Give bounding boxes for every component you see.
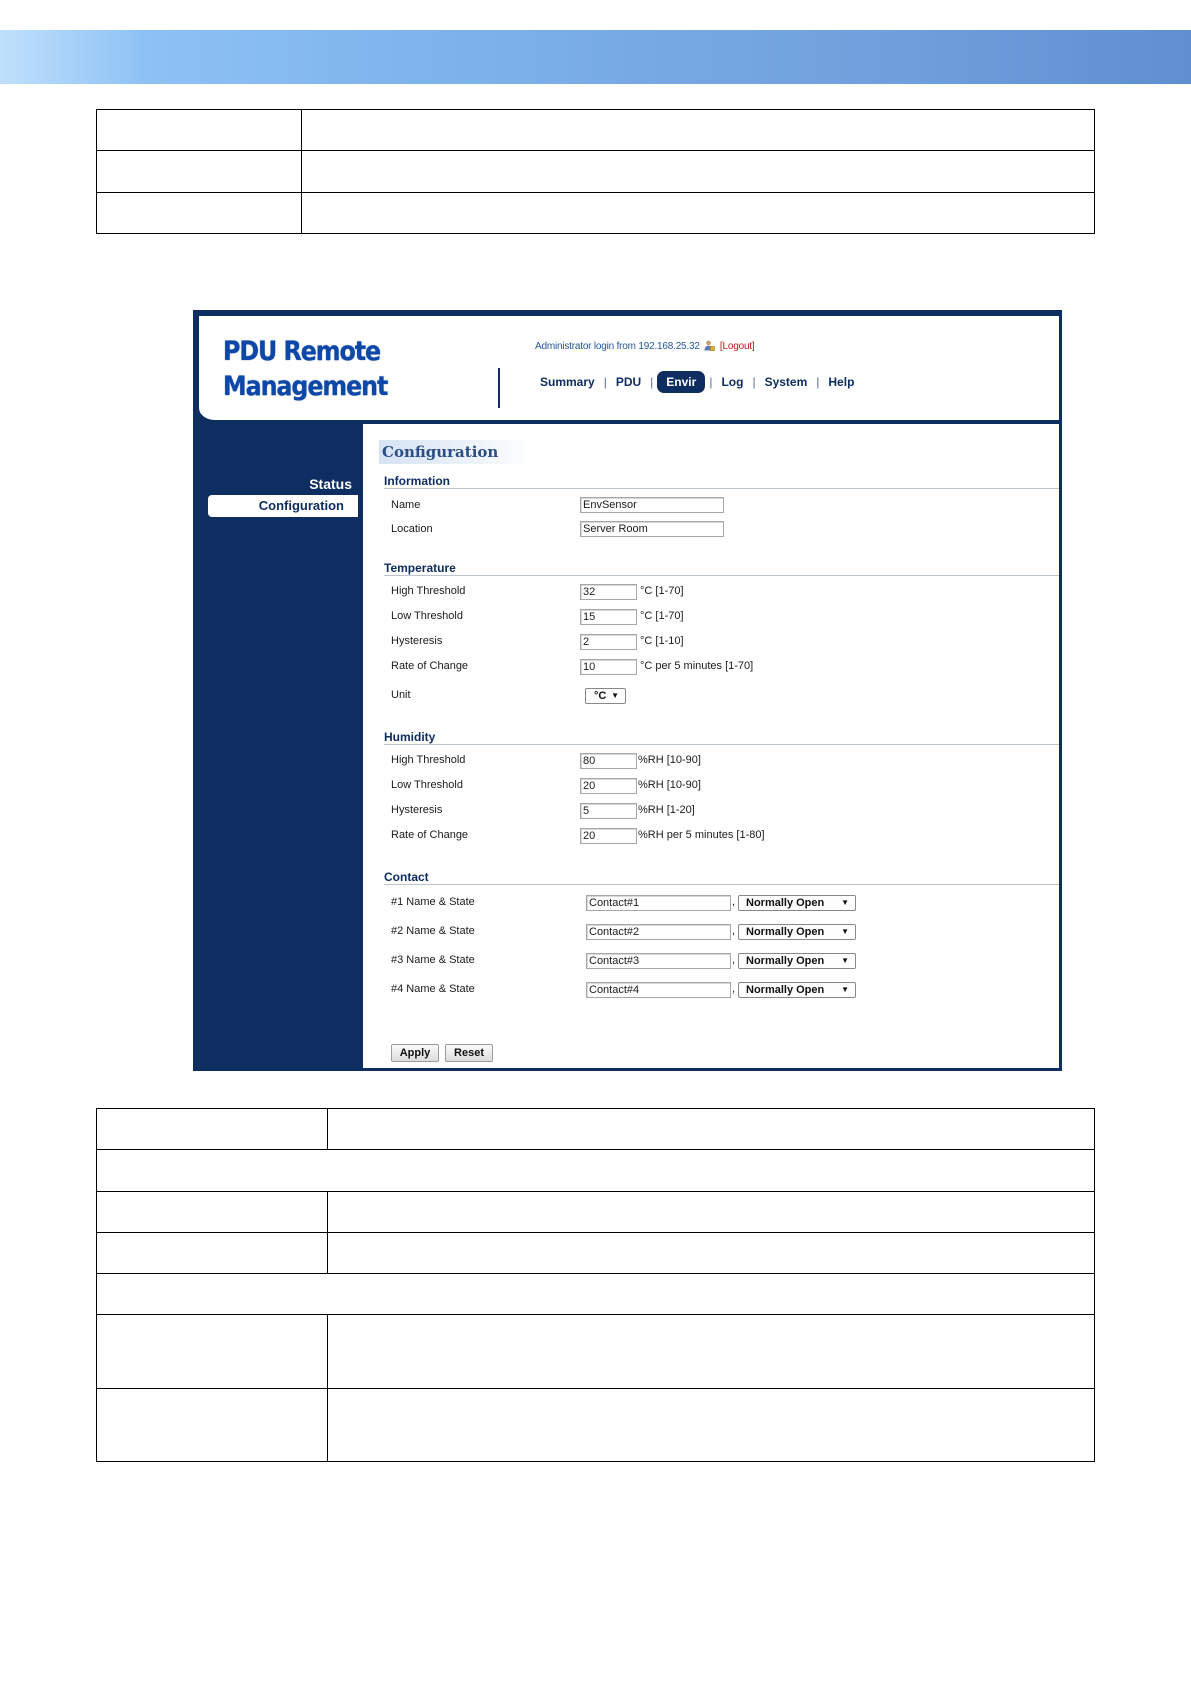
table-row [97, 1389, 1095, 1462]
contact-separator: , [732, 925, 736, 937]
section-divider [384, 884, 1059, 885]
name-input[interactable]: EnvSensor [580, 497, 724, 513]
login-info [535, 340, 754, 352]
nav-separator: | [709, 375, 713, 389]
temp-high-threshold-unit: °C [1-70] [640, 585, 684, 597]
table-cell [97, 151, 302, 193]
page-title: Configuration [379, 440, 532, 464]
contact-3-name-input[interactable]: Contact#3 [586, 953, 731, 969]
temp-low-threshold-unit: °C [1-70] [640, 610, 684, 622]
contact-2-state-value: Normally Open [746, 926, 825, 938]
table-cell [97, 1389, 328, 1462]
hum-rate-input[interactable]: 20 [580, 828, 637, 844]
table-row [97, 1192, 1095, 1233]
contact-2-name-input[interactable]: Contact#2 [586, 924, 731, 940]
section-temperature-heading: Temperature [384, 561, 456, 575]
nav-separator: | [603, 375, 607, 389]
contact-1-name-input[interactable]: Contact#1 [586, 895, 731, 911]
table-row [97, 193, 1095, 234]
table-row [97, 1109, 1095, 1150]
table-row [97, 1274, 1095, 1315]
sidebar-item-status[interactable]: Status [309, 476, 352, 492]
temp-hysteresis-input[interactable]: 2 [580, 634, 637, 650]
table-row [97, 151, 1095, 193]
nav-separator: | [816, 375, 820, 389]
contact-4-state-value: Normally Open [746, 984, 825, 996]
table-row [97, 1233, 1095, 1274]
contact-2-label: #2 Name & State [391, 925, 475, 937]
sidebar-item-configuration[interactable]: Configuration [208, 495, 358, 517]
contact-4-name-input[interactable]: Contact#4 [586, 982, 731, 998]
table-cell [97, 1109, 328, 1150]
hum-low-threshold-label: Low Threshold [391, 779, 463, 791]
table-cell [328, 1109, 1095, 1150]
hum-high-threshold-label: High Threshold [391, 754, 466, 766]
caret-down-icon: ▼ [841, 985, 849, 994]
hum-low-threshold-unit: %RH [10-90] [638, 779, 701, 791]
temp-high-threshold-input[interactable]: 32 [580, 584, 637, 600]
temp-hysteresis-unit: °C [1-10] [640, 635, 684, 647]
logo-line-1: PDU Remote [223, 336, 381, 367]
nav-envir[interactable]: Envir [657, 371, 705, 393]
table-cell [302, 193, 1095, 234]
app-header [199, 316, 1059, 424]
contact-4-state-select[interactable] [738, 982, 856, 998]
hum-hysteresis-input[interactable]: 5 [580, 803, 637, 819]
table-cell [302, 110, 1095, 151]
logout-link[interactable]: [Logout] [719, 341, 755, 352]
table-cell [328, 1315, 1095, 1389]
login-text: Administrator login from 192.168.25.32 [535, 341, 700, 352]
temp-hysteresis-label: Hysteresis [391, 635, 443, 647]
nav-help[interactable]: Help [828, 375, 855, 389]
logo-line-2: Management [223, 371, 388, 402]
table-cell [97, 193, 302, 234]
table-cell [97, 1315, 328, 1389]
hum-high-threshold-input[interactable]: 80 [580, 753, 637, 769]
header-divider [498, 368, 500, 408]
temp-rate-input[interactable]: 10 [580, 659, 637, 675]
nav-pdu[interactable]: PDU [615, 375, 642, 389]
contact-separator: , [732, 896, 736, 908]
table-cell [328, 1389, 1095, 1462]
table-cell [97, 110, 302, 151]
hum-rate-unit: %RH per 5 minutes [1-80] [638, 829, 765, 841]
contact-1-state-select[interactable] [738, 895, 856, 911]
contact-4-label: #4 Name & State [391, 983, 475, 995]
contact-separator: , [732, 954, 736, 966]
caret-down-icon: ▼ [841, 898, 849, 907]
hum-hysteresis-label: Hysteresis [391, 804, 443, 816]
section-divider [384, 744, 1059, 745]
nav-log[interactable]: Log [721, 375, 744, 389]
location-input[interactable]: Server Room [580, 521, 724, 537]
main-nav [535, 369, 859, 395]
reset-button[interactable]: Reset [445, 1044, 493, 1062]
contact-3-state-value: Normally Open [746, 955, 825, 967]
hum-hysteresis-unit: %RH [1-20] [638, 804, 695, 816]
contact-2-state-select[interactable] [738, 924, 856, 940]
temp-low-threshold-label: Low Threshold [391, 610, 463, 622]
section-divider [384, 488, 1059, 489]
nav-summary[interactable]: Summary [540, 375, 595, 389]
pdu-web-screenshot [193, 310, 1062, 1071]
temp-unit-select[interactable] [585, 688, 626, 704]
nav-separator: | [650, 375, 654, 389]
section-divider [384, 575, 1059, 576]
table-cell [97, 1274, 1095, 1315]
table-row [97, 110, 1095, 151]
table-cell [97, 1192, 328, 1233]
section-information-heading: Information [384, 474, 450, 488]
temp-rate-label: Rate of Change [391, 660, 469, 672]
config-panel [363, 424, 1059, 1071]
contact-1-state-value: Normally Open [746, 897, 825, 909]
table-cell [97, 1233, 328, 1274]
contact-3-label: #3 Name & State [391, 954, 475, 966]
table-row [97, 1315, 1095, 1389]
table-cell [328, 1192, 1095, 1233]
table-cell [97, 1150, 1095, 1192]
nav-system[interactable]: System [764, 375, 808, 389]
section-humidity-heading: Humidity [384, 730, 436, 744]
nav-separator: | [752, 375, 756, 389]
table-cell [302, 151, 1095, 193]
user-lock-icon [704, 340, 715, 351]
caret-down-icon: ▼ [841, 927, 849, 936]
contact-separator: , [732, 983, 736, 995]
top-document-table [96, 109, 1095, 234]
bottom-document-table [96, 1108, 1095, 1462]
hum-high-threshold-unit: %RH [10-90] [638, 754, 701, 766]
contact-3-state-select[interactable] [738, 953, 856, 969]
page-header-banner [0, 30, 1191, 84]
table-row [97, 1150, 1095, 1192]
hum-rate-label: Rate of Change [391, 829, 469, 841]
caret-down-icon: ▼ [611, 691, 619, 700]
temp-rate-unit: °C per 5 minutes [1-70] [640, 660, 754, 672]
location-label: Location [391, 523, 433, 535]
apply-button[interactable]: Apply [391, 1044, 439, 1062]
section-contact-heading: Contact [384, 870, 429, 884]
caret-down-icon: ▼ [841, 956, 849, 965]
temp-unit-value: °C [594, 690, 607, 702]
temp-low-threshold-input[interactable]: 15 [580, 609, 637, 625]
table-cell [328, 1233, 1095, 1274]
temp-high-threshold-label: High Threshold [391, 585, 466, 597]
contact-1-label: #1 Name & State [391, 896, 475, 908]
temp-unit-label: Unit [391, 689, 411, 701]
name-label: Name [391, 499, 421, 511]
hum-low-threshold-input[interactable]: 20 [580, 778, 637, 794]
